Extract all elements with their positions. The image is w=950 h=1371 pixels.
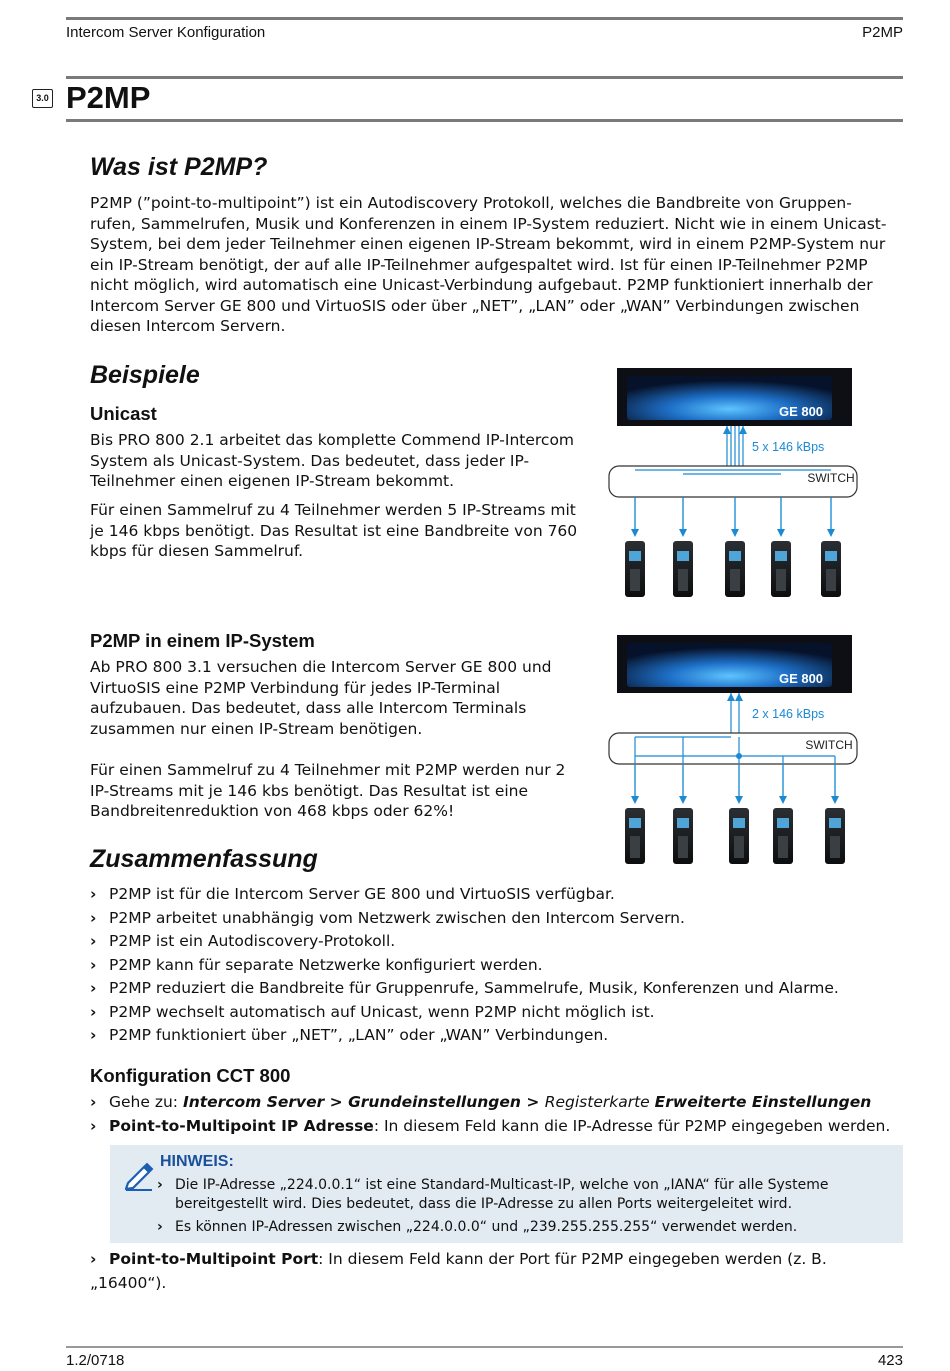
config-list: [90, 1091, 903, 1138]
goto-mid: Registerkarte: [544, 1093, 655, 1111]
goto-prefix: Gehe zu:: [109, 1093, 183, 1111]
note-box: [110, 1145, 903, 1243]
running-header-right: P2MP: [862, 24, 903, 41]
subsection-title-p2mp: P2MP in einem IP-System: [90, 630, 315, 651]
port-field-label: Point-to-Multipoint Port: [109, 1250, 319, 1268]
split-node: [736, 753, 742, 759]
pencil-icon: [122, 1157, 156, 1191]
unicast-network-diagram: [605, 365, 865, 605]
list-item-text: P2MP reduziert die Bandbreite für Gruppenrufe, Sammelrufe, Musik, Konferenzen und Alarme.: [109, 979, 839, 997]
chapter-number-badge: 3.0: [32, 89, 53, 108]
chevron-right-icon: ›: [90, 932, 97, 950]
p2mp-network-diagram: [605, 632, 865, 872]
list-item-text: P2MP ist für die Intercom Server GE 800 und VirtuoSIS verfügbar.: [109, 885, 615, 903]
unicast-paragraph-2: [90, 500, 589, 562]
subsection-title-config: Konfiguration CCT 800: [90, 1065, 291, 1086]
section-title-was-ist: Was ist P2MP?: [90, 153, 268, 181]
terminal-arrows: [631, 796, 839, 804]
ip-field-text: : In diesem Feld kann die IP-Adresse für P2MP eingegeben werden.: [373, 1116, 891, 1135]
para-line: Für einen Sammelruf zu 4 Teilnehmer werden 5 IP-Streams mit: [90, 501, 576, 519]
chevron-right-icon: ›: [90, 1250, 97, 1268]
note-item-1: [157, 1176, 879, 1214]
list-item: [90, 907, 903, 931]
switch-label: SWITCH: [805, 738, 853, 752]
para-line: je 146 kbps benötigt. Das Resultat ist eine Bandbreite von 760: [90, 521, 578, 540]
para-line: diesen Intercom Servern.: [90, 317, 286, 335]
chevron-right-icon: ›: [90, 1093, 97, 1111]
section-intro-paragraph: [90, 193, 903, 337]
unicast-paragraph-1: [90, 430, 589, 492]
list-item-text: P2MP kann für separate Netzwerke konfiguriert werden.: [109, 955, 543, 974]
chapter-title: P2MP: [66, 80, 151, 115]
chevron-right-icon: ›: [90, 885, 97, 903]
chevron-right-icon: ›: [157, 1177, 163, 1193]
chapter-bottom-rule: [66, 119, 903, 122]
p2mp-paragraph-2: [90, 760, 589, 822]
list-item: [90, 1248, 903, 1295]
list-item: [90, 1091, 903, 1115]
server-label: GE 800: [778, 404, 824, 419]
list-item-text: P2MP ist ein Autodiscovery-Protokoll.: [109, 932, 396, 950]
config-list-port: [90, 1248, 903, 1295]
p2mp-paragraph-1: [90, 657, 589, 739]
bandwidth-label: 2 x 146 kBps: [752, 707, 825, 721]
chevron-right-icon: ›: [90, 1002, 97, 1021]
chevron-right-icon: ›: [90, 955, 97, 974]
list-item-text: P2MP arbeitet unabhängig vom Netzwerk zwischen den Intercom Servern.: [109, 908, 685, 927]
terminal-arrows: [631, 529, 835, 537]
stream-arrow: [727, 693, 735, 701]
list-item: [90, 977, 903, 1001]
page-number: 423: [877, 1352, 903, 1369]
para-line: Teilnehmer einen eigenen IP-Stream bekommt.: [90, 472, 455, 490]
server-label: GE 800: [778, 671, 824, 686]
chevron-right-icon: ›: [90, 908, 97, 927]
list-item: [90, 954, 903, 978]
port-field-text: : In diesem Feld kann der Port für P2MP eingegeben werden (z. B. „16400“).: [90, 1250, 827, 1292]
list-item: [90, 1001, 903, 1025]
footer-version: 1.2/0718: [66, 1352, 125, 1369]
para-line: Intercom Server GE 800 und VirtuoSIS oder über „NET”, „LAN” oder „WAN” Verbindungen zwischen: [90, 296, 860, 315]
list-item: [90, 1115, 903, 1139]
note-line: Es können IP-Adressen zwischen „224.0.0.0“ und „239.255.255.255“ verwendet werden.: [175, 1219, 798, 1235]
goto-tab: Erweiterte Einstellungen: [654, 1093, 872, 1111]
note-item-2: [157, 1218, 879, 1237]
chevron-right-icon: ›: [157, 1219, 163, 1235]
chevron-right-icon: ›: [90, 1026, 97, 1044]
intercom-terminals: [625, 541, 841, 597]
list-item-text: P2MP wechselt automatisch auf Unicast, wenn P2MP nicht möglich ist.: [109, 1002, 655, 1021]
stream-arrow: [723, 426, 731, 434]
para-line: aufzubauen. Das bedeutet, dass alle Intercom Terminals: [90, 699, 527, 717]
chevron-right-icon: ›: [90, 979, 97, 997]
goto-path: Intercom Server > Grundeinstellungen >: [182, 1093, 545, 1111]
para-line: VirtuoSIS eine P2MP Verbindung für jedes IP-Terminal: [90, 678, 501, 697]
section-title-beispiele: Beispiele: [90, 361, 200, 389]
para-line: Ab PRO 800 3.1 versuchen die Intercom Server GE 800 und: [90, 658, 552, 676]
para-line: Bandbreitenreduktion von 468 kbps oder 62%!: [90, 802, 455, 820]
header-top-rule: [66, 17, 903, 20]
chapter-top-rule: [66, 76, 903, 79]
para-line: Für einen Sammelruf zu 4 Teilnehmer mit P2MP werden nur 2: [90, 761, 566, 779]
para-line: IP-Streams mit je 146 kbs benötigt. Das Resultat ist eine: [90, 781, 529, 800]
list-item: [90, 1024, 903, 1048]
note-title: HINWEIS:: [160, 1153, 234, 1170]
para-line: P2MP (”point-to-multipoint”) ist ein Autodiscovery Protokoll, welches die Bandbreite von Gruppen-: [90, 194, 852, 212]
section-title-zusammenfassung: Zusammenfassung: [90, 845, 318, 873]
terminal-links: [635, 764, 835, 802]
para-line: kbps für diesen Sammelruf.: [90, 542, 304, 560]
para-line: rufen, Sammelrufen, Musik und Konferenzen in einem IP-System reduziert. Nicht wie in einem Unicast-: [90, 214, 887, 233]
para-line: zusammen nur einen IP-Stream benötigen.: [90, 719, 423, 738]
list-item-text: P2MP funktioniert über „NET”, „LAN” oder „WAN” Verbindungen.: [109, 1026, 609, 1044]
footer-rule: [66, 1346, 903, 1348]
running-header-left: Intercom Server Konfiguration: [66, 24, 266, 41]
bandwidth-label: 5 x 146 kBps: [752, 440, 825, 454]
intercom-terminals: [625, 808, 845, 864]
subsection-title-unicast: Unicast: [90, 403, 157, 424]
note-line: Die IP-Adresse „224.0.0.1“ ist eine Standard-Multicast-IP, welche von „IANA“ für alle Systeme: [175, 1177, 829, 1193]
para-line: System als Unicast-System. Das bedeutet, dass jeder IP-: [90, 451, 530, 470]
para-line: Bis PRO 800 2.1 arbeitet das komplette Commend IP-Intercom: [90, 431, 575, 449]
ip-field-label: Point-to-Multipoint IP Adresse: [109, 1116, 374, 1135]
stream-arrow: [739, 426, 747, 434]
switch-label: SWITCH: [807, 471, 855, 485]
chevron-right-icon: ›: [90, 1116, 97, 1135]
para-line: ein IP-Stream benötigt, der auf alle IP-Teilnehmer aufgespaltet wird. Ist für einen IP-Teilnehmer P2MP: [90, 255, 868, 274]
para-line: System, bei dem jeder Teilnehmer einen eigenen IP-Stream bekommt, wird in einem P2MP-System nur: [90, 235, 886, 253]
stream-arrow: [735, 693, 743, 701]
summary-list: [90, 883, 903, 1048]
list-item: [90, 930, 903, 954]
para-line: nicht möglich, wird automatisch eine Unicast-Verbindung aufgebaut. P2MP funktioniert innerhalb der: [90, 276, 873, 294]
list-item: [90, 883, 903, 907]
note-line: bereitgestellt wird. Dies bedeutet, dass die IP-Adresse zu allen Ports weitergeleitet wird.: [175, 1196, 793, 1212]
